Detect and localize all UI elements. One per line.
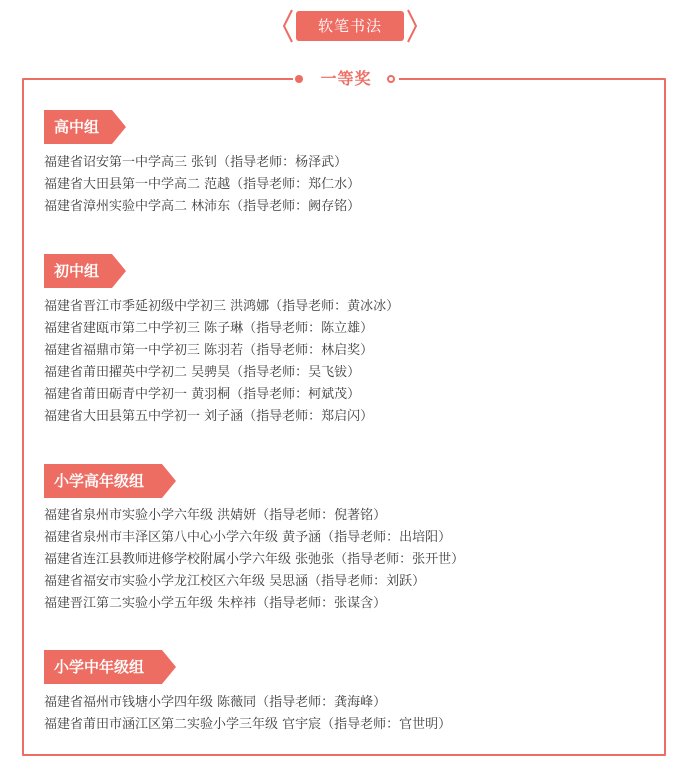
chevron-right-icon	[406, 8, 418, 44]
list-item: 福建省莆田市涵江区第二实验小学三年级 官宇宸（指导老师：官世明）	[44, 717, 452, 732]
list-item: 福建晋江第二实验小学五年级 朱梓祎（指导老师：张谋含）	[44, 596, 387, 611]
group-list-middle-school	[44, 296, 644, 428]
category-tag	[282, 8, 418, 44]
group-list-middle-primary	[44, 692, 644, 736]
list-item: 福建省福州市钱塘小学四年级 陈薇同（指导老师：龚海峰）	[44, 695, 387, 710]
list-item: 福建省莆田擢英中学初二 吴骋昊（指导老师：吴飞钹）	[44, 365, 361, 380]
group-tag-upper-primary: 小学高年级组	[44, 464, 162, 498]
dot-outline-icon	[387, 75, 395, 83]
award-title-wrap	[293, 66, 399, 92]
list-item: 福建省大田县第五中学初一 刘子涵（指导老师：郑启闪）	[44, 409, 374, 424]
list-item: 福建省福鼎市第一中学初三 陈羽若（指导老师：林启奖）	[44, 343, 374, 358]
group-list-upper-primary	[44, 505, 644, 615]
list-item: 福建省漳州实验中学高二 林沛东（指导老师：阙存铭）	[44, 199, 361, 214]
list-item: 福建省福安市实验小学龙江校区六年级 吴思涵（指导老师：刘跃）	[44, 574, 426, 589]
list-item: 福建省莆田砺青中学初一 黄羽桐（指导老师：柯斌茂）	[44, 387, 361, 402]
category-label: 软笔书法	[296, 11, 404, 41]
group-tag-middle-school: 初中组	[44, 254, 112, 288]
dot-filled-icon	[295, 75, 303, 83]
list-item: 福建省泉州市丰泽区第八中心小学六年级 黄予涵（指导老师：出培阳）	[44, 530, 452, 545]
group-list-high-school	[44, 152, 644, 218]
chevron-left-icon	[282, 8, 294, 44]
list-item: 福建省大田县第一中学高二 范越（指导老师：郑仁水）	[44, 177, 361, 192]
list-item: 福建省晋江市季延初级中学初三 洪鸿娜（指导老师：黄冰冰）	[44, 299, 400, 314]
list-item: 福建省建瓯市第二中学初三 陈子琳（指导老师：陈立雄）	[44, 321, 374, 336]
list-item: 福建省连江县教师进修学校附属小学六年级 张弛张（指导老师：张开世）	[44, 552, 465, 567]
list-item: 福建省泉州市实验小学六年级 洪婧妍（指导老师：倪著铭）	[44, 508, 387, 523]
group-tag-middle-primary: 小学中年级组	[44, 650, 162, 684]
group-tag-high-school: 高中组	[44, 110, 112, 144]
award-title: 一等奖	[320, 69, 372, 88]
list-item: 福建省诏安第一中学高三 张钊（指导老师：杨泽武）	[44, 155, 348, 170]
